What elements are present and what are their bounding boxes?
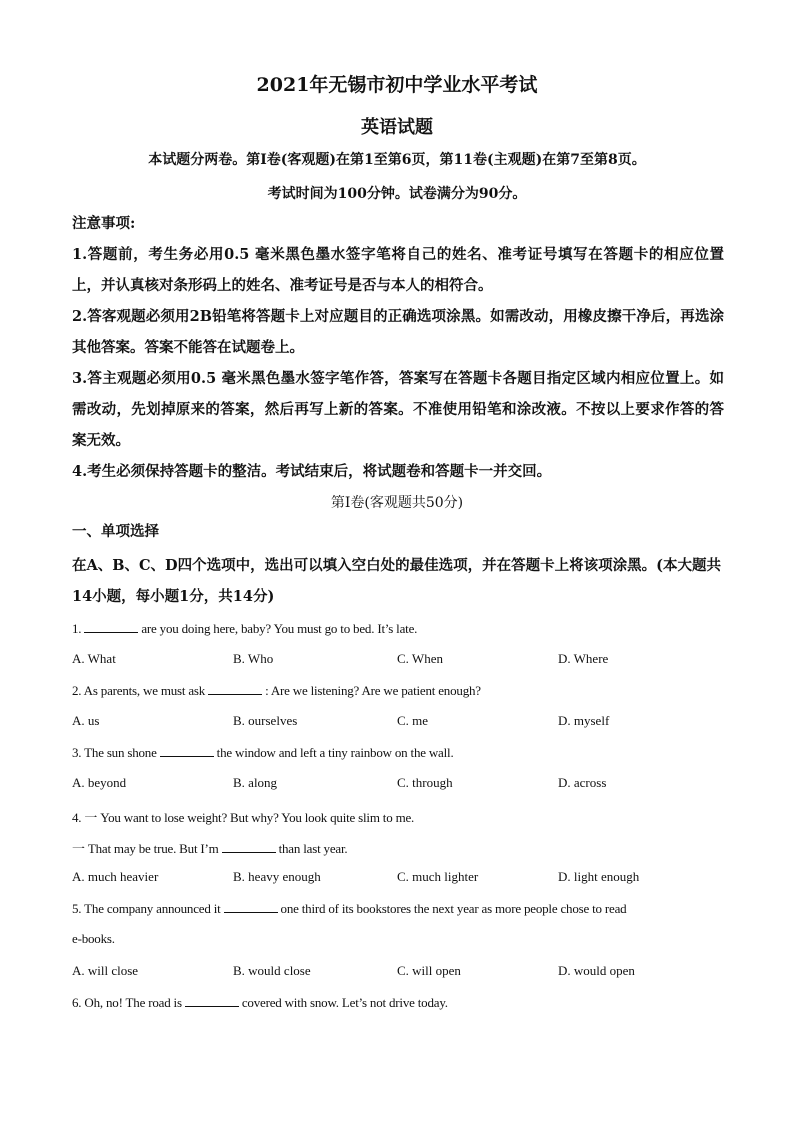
option-c: C. me <box>397 713 429 728</box>
option-c: C. will open <box>397 963 461 978</box>
notes-heading: 注意事项: <box>72 215 136 232</box>
option-a: A. beyond <box>72 775 127 790</box>
option-d: D. across <box>558 775 607 790</box>
option-b: B. Who <box>233 651 274 666</box>
note-item-1: 1.答题前，考生务必用0.5 毫米黑色墨水签字笔将自己的姓名、准考证号填写在答题卡的相应位置上，并认真核对条形码上的姓名、准考证号是否与本人的相符合。 <box>72 246 724 294</box>
option-b: B. would close <box>233 963 311 978</box>
question-1 <box>72 620 417 637</box>
note-item-2: 2.答客观题必须用2B铅笔将答题卡上对应题目的正确选项涂黑。如需改动，用橡皮擦干净后，再选涂其他答案。答案不能答在试题卷上。 <box>72 308 724 356</box>
answer-blank <box>222 840 276 853</box>
question-text: are you doing here, baby? You must go to bed. It’s late. <box>141 621 418 636</box>
option-a: A. much heavier <box>72 869 159 884</box>
question-4-line-2 <box>72 838 347 857</box>
answer-blank <box>224 900 278 913</box>
question-text: 1. <box>72 621 82 636</box>
question-4: 4. 一 You want to lose weight? But why? You look quite slim to me. <box>72 810 415 825</box>
intro-line-1: 本试题分两卷。第Ⅰ卷(客观题)在第1至第6页，第11卷(主观题)在第7至第8页。 <box>148 152 646 168</box>
answer-blank <box>160 744 214 757</box>
option-d: D. myself <box>558 713 610 728</box>
section-instruction: 在A、B、C、D四个选项中，选出可以填入空白处的最佳选项，并在答题卡上将该项涂黑。(本大题共14小题，每小题1分，共14分) <box>72 557 721 605</box>
question-text: covered with snow. Let’s not drive today. <box>241 995 448 1010</box>
option-b: B. along <box>233 775 278 790</box>
option-c: C. much lighter <box>397 869 479 884</box>
exam-subject: 英语试题 <box>361 117 433 138</box>
question-text: than last year. <box>278 841 348 856</box>
option-c: C. through <box>397 775 453 790</box>
section-title: 一、单项选择 <box>72 523 159 540</box>
question-text: the window and left a tiny rainbow on the wall. <box>216 745 454 760</box>
option-d: D. would open <box>558 963 635 978</box>
answer-blank <box>208 682 262 695</box>
option-c: C. When <box>397 651 443 666</box>
question-2 <box>72 682 481 699</box>
question-text: 一 That may be true. But I’m <box>72 841 219 856</box>
question-text: one third of its bookstores the next year as more people chose to read <box>280 901 627 916</box>
question-text: 5. The company announced it <box>72 901 221 916</box>
option-b: B. heavy enough <box>233 869 321 884</box>
question-3 <box>72 744 454 761</box>
question-5 <box>72 900 626 917</box>
option-b: B. ourselves <box>233 713 298 728</box>
note-item-3: 3.答主观题必须用0.5 毫米黑色墨水签字笔作答，答案写在答题卡各题目指定区域内相应位置上。如需改动，先划掉原来的答案，然后再写上新的答案。不准使用铅笔和涂改液。不按以上要求作答的答案无效。 <box>72 370 724 449</box>
question-6 <box>72 994 448 1011</box>
question-text: 6. Oh, no! The road is <box>72 995 182 1010</box>
option-a: A. What <box>72 651 116 666</box>
question-text: : Are we listening? Are we patient enough? <box>265 683 481 698</box>
option-d: D. light enough <box>558 869 640 884</box>
question-text: 3. The sun shone <box>72 745 157 760</box>
part-one-title: 第Ⅰ卷(客观题共50分) <box>330 495 464 511</box>
answer-blank <box>84 620 138 633</box>
question-text: 2. As parents, we must ask <box>72 683 206 698</box>
question-5-line-2: e-books. <box>72 931 115 946</box>
note-item-4: 4.考生必须保持答题卡的整洁。考试结束后，将试题卷和答题卡一并交回。 <box>72 463 552 480</box>
answer-blank <box>185 994 239 1007</box>
option-a: A. us <box>72 713 100 728</box>
exam-title: 2021年无锡市初中学业水平考试 <box>256 74 538 96</box>
option-a: A. will close <box>72 963 139 978</box>
option-d: D. Where <box>558 651 609 666</box>
intro-line-2: 考试时间为100分钟。试卷满分为90分。 <box>267 186 527 202</box>
